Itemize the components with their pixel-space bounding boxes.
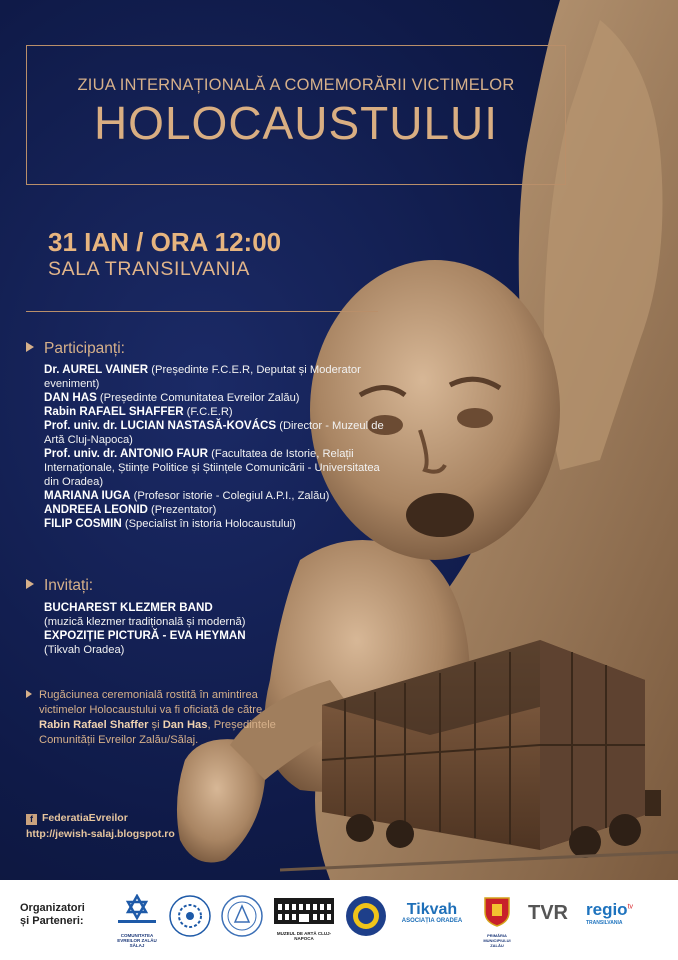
partners-footer: [0, 880, 678, 960]
participant-name: ANDREEA LEONID: [44, 503, 148, 516]
list-item: [44, 489, 384, 503]
coat-of-arms-icon: [480, 894, 514, 928]
prayer-note: [26, 688, 296, 748]
muzeul-de-arta-logo: MUZEUL DE ARTĂ CLUJ-NAPOCA: [272, 894, 336, 941]
participants-heading: [26, 340, 125, 358]
guest-desc: (muzică klezmer tradițională și modernă): [44, 616, 246, 628]
participant-role: (Prezentator): [147, 504, 217, 516]
event-date-time: 31 IAN / ORA 12:00: [48, 227, 282, 257]
participants-heading-label: Participanți:: [44, 340, 125, 357]
participant-role: (Profesor istorie - Colegiul A.P.I., Zalău): [130, 490, 330, 502]
participants-list: [44, 363, 384, 531]
participant-name: DAN HAS: [44, 391, 97, 404]
title-frame: [26, 45, 566, 185]
prayer-rabbi-name: Rabin Rafael Shaffer: [39, 719, 149, 731]
list-item: [44, 503, 384, 517]
participant-name: Prof. univ. dr. LUCIAN NASTASĂ-KOVÁCS: [44, 419, 277, 432]
list-item: [44, 517, 384, 531]
facebook-handle: FederatiaEvreilor: [42, 812, 128, 824]
list-item: [44, 391, 384, 405]
list-item: [44, 405, 384, 419]
list-item: [44, 601, 334, 629]
guests-heading-label: Invitați:: [44, 577, 94, 594]
list-item: [44, 363, 384, 391]
guest-desc: (Tikvah Oradea): [44, 644, 125, 656]
facebook-link[interactable]: [26, 810, 175, 826]
tikvah-logo: Tikvah ASOCIAȚIA ORADEA: [401, 901, 463, 924]
list-item: [44, 419, 384, 447]
participant-role: (Director - Muzeul de Artă Cluj-Napoca): [44, 420, 384, 446]
guests-heading: [26, 577, 93, 595]
participant-name: FILIP COSMIN: [44, 517, 122, 530]
prayer-text: Rugăciunea ceremonială rostită în amintirea victimelor Holocaustului va fi oficiată de către Rabin Rafael Shaffer și Dan Has, Președintele Comunității Evreilor Zalău/Sălaj.: [26, 688, 296, 748]
triangle-bullet-icon: [26, 579, 34, 589]
participant-role: (Specialist în istoria Holocaustului): [121, 518, 296, 530]
federatia-comunitatilor-seal-icon: [168, 894, 212, 938]
blog-link[interactable]: http://jewish-salaj.blogspot.ro: [26, 828, 175, 840]
triangle-bullet-icon: [26, 342, 34, 352]
participant-name: Dr. AUREL VAINER: [44, 363, 149, 376]
section-divider: [26, 311, 378, 312]
participant-role: (F.C.E.R): [183, 406, 233, 418]
museum-building-icon: [272, 894, 336, 926]
list-item: [44, 629, 334, 657]
title-subtitle: ZIUA INTERNAȚIONALĂ A COMEMORĂRII VICTIMELOR: [77, 76, 515, 94]
participant-name: MARIANA IUGA: [44, 489, 131, 502]
list-item: [44, 447, 384, 489]
participant-name: Rabin RAFAEL SHAFFER: [44, 405, 184, 418]
regio-tv-logo: regio$^{tv}$ TRANSILVANIA: [586, 900, 634, 926]
partners-label: Organizatori și Parteneri:: [20, 902, 85, 927]
tvr-logo: TVR: [528, 902, 568, 924]
title-main: HOLOCAUSTULUI: [93, 97, 499, 149]
prayer-president-name: Dan Has: [162, 719, 208, 731]
primaria-zalau-logo: PRIMĂRIA MUNICIPIULUI ZALĂU: [480, 894, 514, 948]
social-links: [26, 810, 175, 842]
participant-role: (Facultatea de Istorie, Relații Internaționale, Științe Politice și Științele Comunicării - Universitatea din Oradea): [44, 448, 380, 488]
facebook-icon: f: [26, 814, 37, 825]
guest-name: BUCHAREST KLEZMER BAND: [44, 601, 213, 614]
participant-name: Prof. univ. dr. ANTONIO FAUR: [44, 447, 209, 460]
comunitatea-evreilor-logo: COMUNITATEA EVREILOR ZALĂU SĂLAJ: [112, 894, 162, 948]
event-venue: SALA TRANSILVANIA: [48, 258, 251, 280]
university-seal-icon: [344, 894, 388, 938]
triangle-bullet-icon: [26, 690, 32, 698]
participant-role: (Președinte Comunitatea Evreilor Zalău): [96, 392, 300, 404]
guests-list: [44, 601, 334, 657]
guest-name: EXPOZIȚIE PICTURĂ - EVA HEYMAN: [44, 629, 246, 642]
comunitatea-oradea-seal-icon: [220, 894, 264, 938]
star-of-david-icon: [112, 894, 162, 928]
participant-role: (Președinte F.C.E.R, Deputat și Moderator eveniment): [44, 364, 361, 390]
